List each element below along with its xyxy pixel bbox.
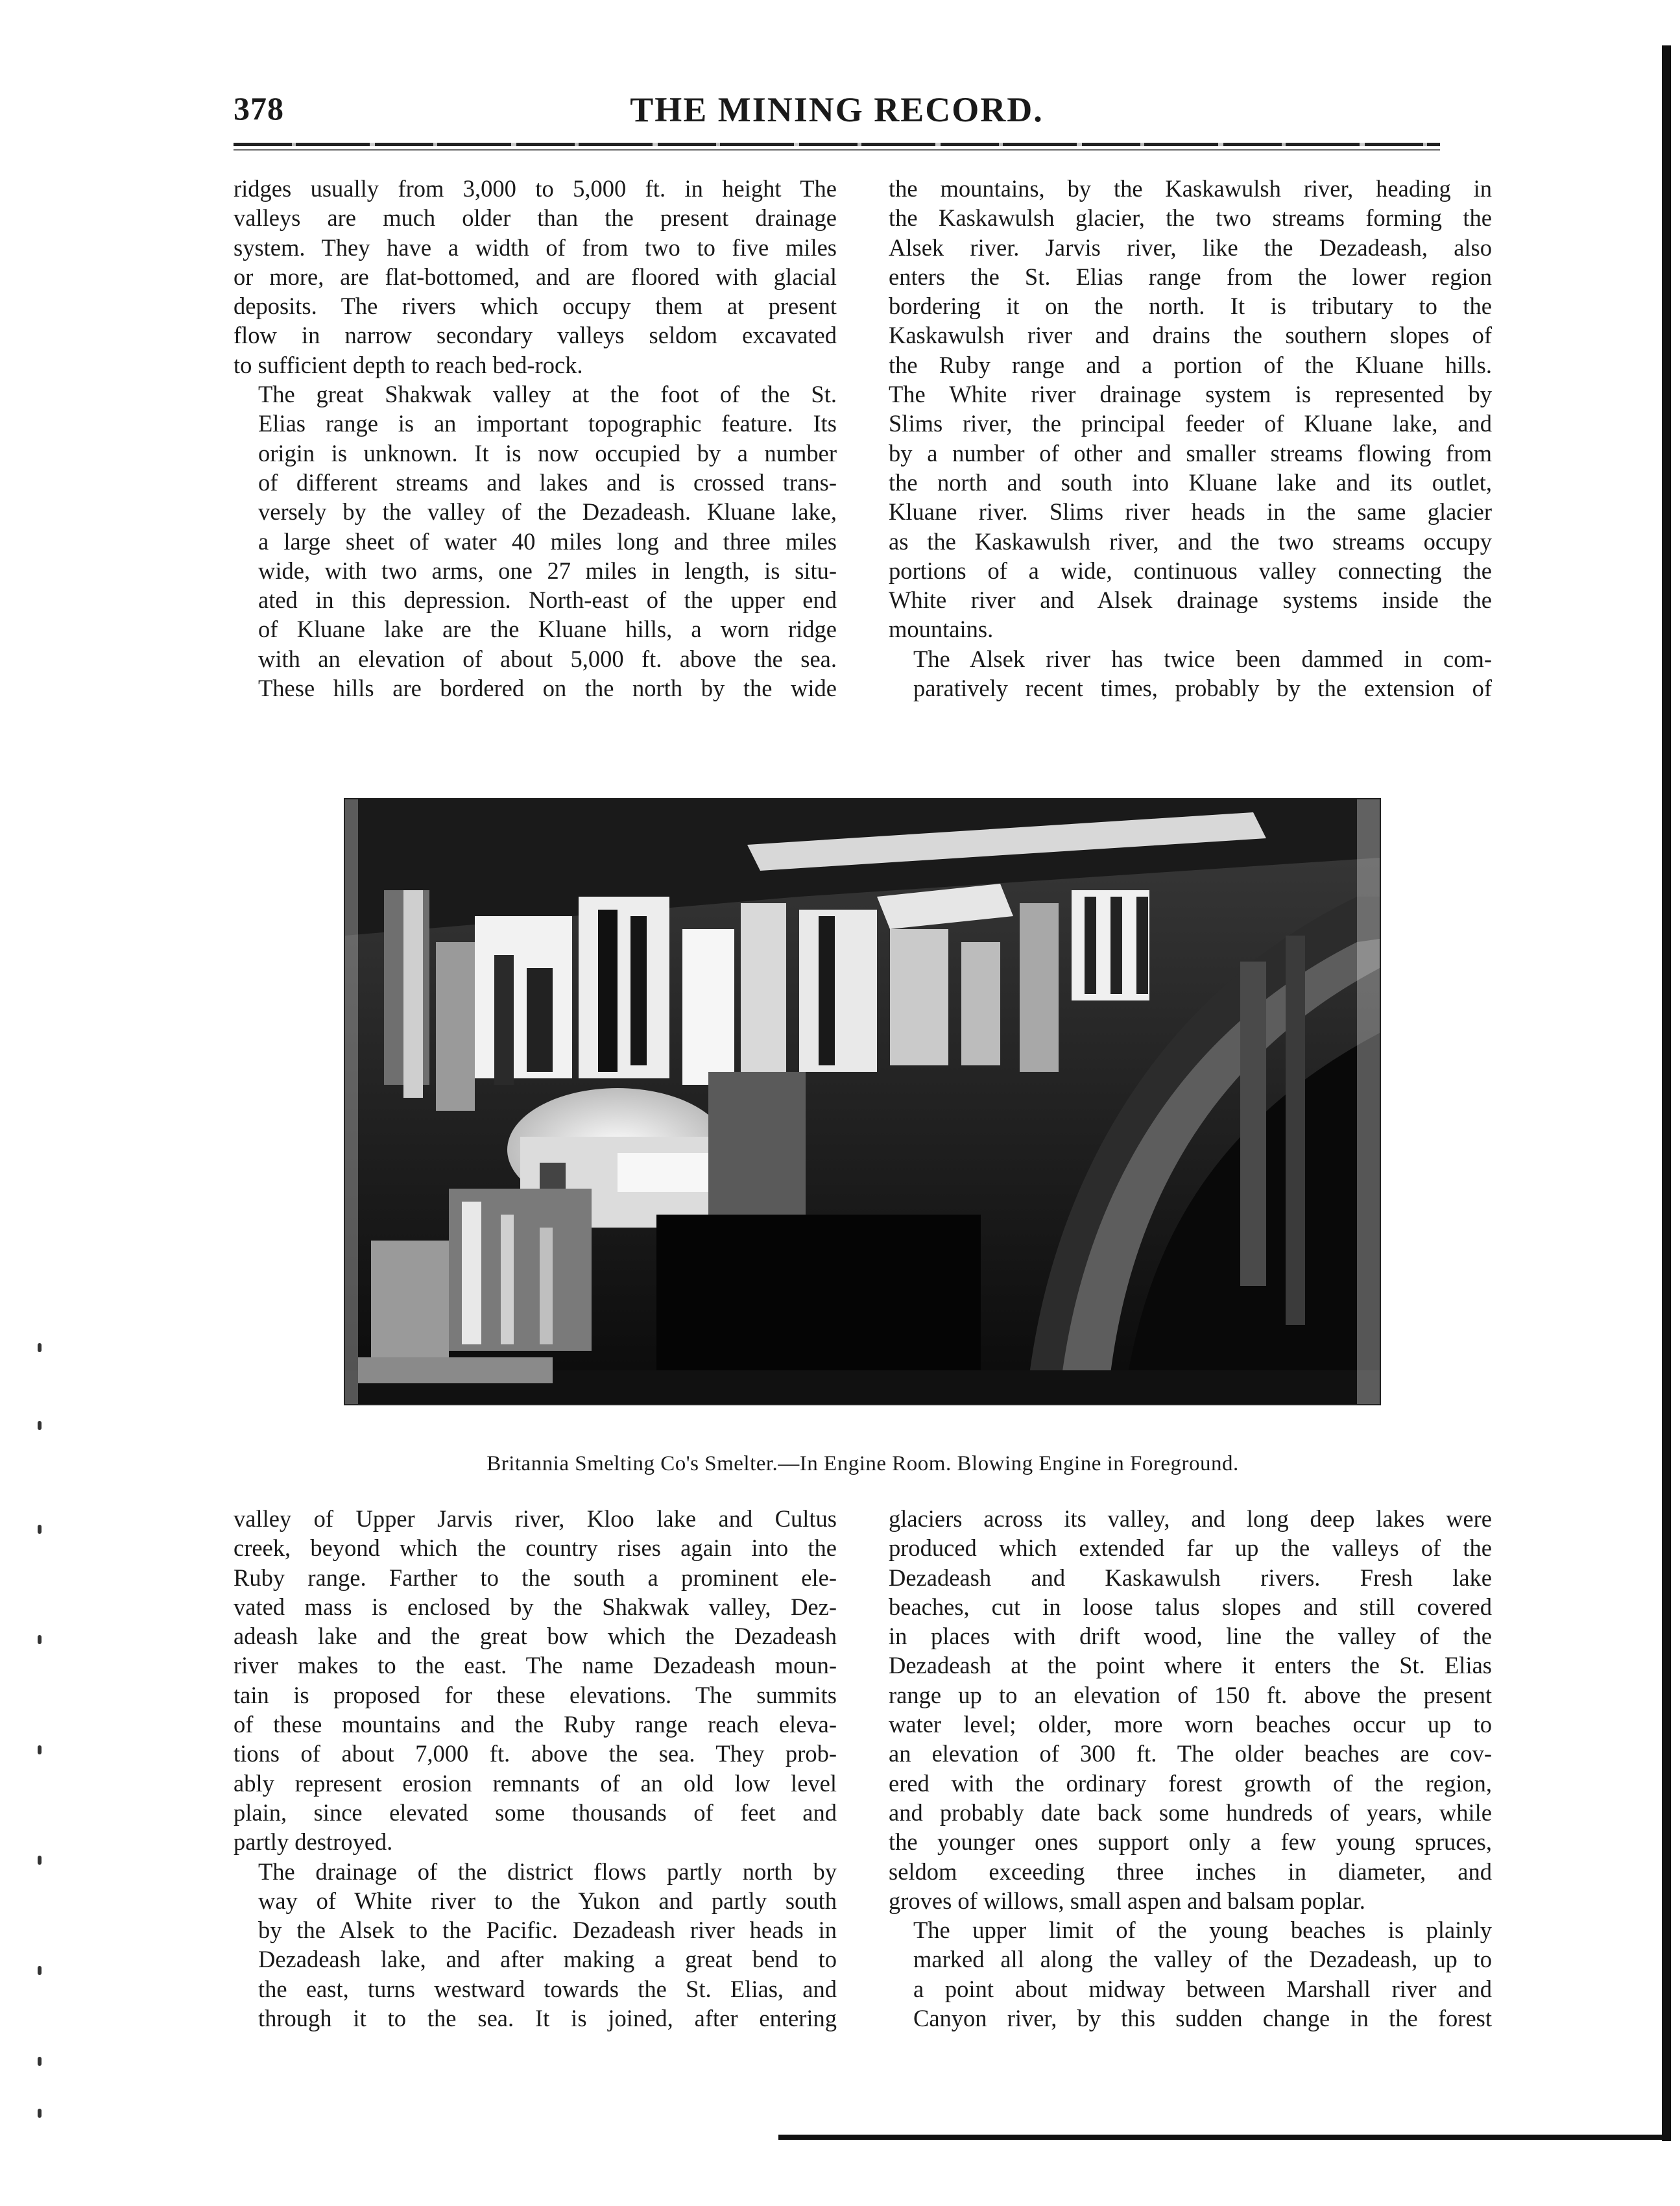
text-line: White river and Alsek drainage systems inside the — [889, 587, 1492, 614]
text-line: or more, are flat-bottomed, and are floored with glacial — [234, 263, 837, 290]
text-line: to sufficient depth to reach bed-rock. — [234, 351, 583, 378]
text-line: partly destroyed. — [234, 1828, 393, 1856]
text-line: tions of about 7,000 ft. above the sea. They prob- — [234, 1740, 837, 1767]
text-line: Canyon river, by this sudden change in the forest — [913, 2005, 1492, 2032]
text-line: by the Alsek to the Pacific. Dezadeash river heads in — [258, 1917, 837, 1944]
text-line: marked all along the valley of the Dezadeash, up to — [913, 1946, 1492, 1973]
text-line: as the Kaskawulsh river, and the two streams occupy — [889, 527, 1492, 555]
text-line: bordering it on the north. It is tributary to the — [889, 293, 1492, 320]
text-line: Ruby range. Farther to the south a prominent ele- — [234, 1564, 837, 1591]
paragraph — [234, 1504, 837, 1857]
text-line: ridges usually from 3,000 to 5,000 ft. in height The — [234, 175, 837, 202]
text-line: of different streams and lakes and is crossed trans- — [258, 468, 837, 496]
text-line: flow in narrow secondary valleys seldom excavated — [234, 322, 837, 349]
figure-caption: Britannia Smelting Co's Smelter.—In Engine Room. Blowing Engine in Foreground. — [486, 1452, 1239, 1475]
text-line: Dezadeash at the point where it enters the St. Elias — [889, 1652, 1492, 1679]
paragraph — [889, 1915, 1492, 2033]
text-line: The Alsek river has twice been dammed in com- — [913, 645, 1492, 672]
text-line: Slims river, the principal feeder of Kluane lake, and — [889, 410, 1492, 437]
text-line: paratively recent times, probably by the extension of — [913, 675, 1492, 702]
text-column-bottom-right — [889, 1504, 1492, 2033]
text-line: Elias range is an important topographic feature. Its — [258, 410, 837, 437]
text-line: Dezadeash and Kaskawulsh rivers. Fresh lake — [889, 1564, 1492, 1591]
text-line: creek, beyond which the country rises again into the — [234, 1534, 837, 1562]
paragraph — [234, 380, 837, 703]
page-bottom-shadow — [778, 2135, 1671, 2140]
text-line: ably represent erosion remnants of an old low level — [234, 1769, 837, 1797]
paragraph — [889, 644, 1492, 703]
text-line: The great Shakwak valley at the foot of the St. — [258, 381, 837, 408]
text-line: the north and south into Kluane lake and its outlet, — [889, 468, 1492, 496]
text-line: Alsek river. Jarvis river, like the Dezadeash, also — [889, 234, 1492, 261]
header-rule — [234, 143, 1440, 146]
text-line: water level; older, more worn beaches occur up to — [889, 1711, 1492, 1738]
text-column-top-left — [234, 174, 837, 703]
text-line: of these mountains and the Ruby range reach eleva- — [234, 1711, 837, 1738]
text-line: Kluane river. Slims river heads in the same glacier — [889, 498, 1492, 526]
scan-margin-marks — [38, 1330, 47, 2206]
text-line: by a number of other and smaller streams flowing from — [889, 439, 1492, 467]
text-line: versely by the valley of the Dezadeash. Kluane lake, — [258, 498, 837, 526]
text-line: mountains. — [889, 616, 994, 643]
text-line: vated mass is enclosed by the Shakwak valley, Dez- — [234, 1593, 837, 1620]
text-line: groves of willows, small aspen and balsam poplar. — [889, 1887, 1365, 1914]
text-column-bottom-left — [234, 1504, 837, 2033]
running-title: THE MINING RECORD. — [630, 90, 1044, 129]
text-line: in places with drift wood, line the valley of the — [889, 1623, 1492, 1650]
text-line: valleys are much older than the present drainage — [234, 204, 837, 232]
text-line: through it to the sea. It is joined, after entering — [258, 2005, 837, 2032]
text-line: origin is unknown. It is now occupied by a number — [258, 439, 837, 467]
text-line: The White river drainage system is represented by — [889, 381, 1492, 408]
text-line: plain, since elevated some thousands of feet and — [234, 1799, 837, 1826]
text-line: enters the St. Elias range from the lower region — [889, 263, 1492, 290]
text-line: deposits. The rivers which occupy them at present — [234, 293, 837, 320]
text-line: adeash lake and the great bow which the Dezadeash — [234, 1623, 837, 1650]
paragraph — [889, 174, 1492, 644]
text-line: a large sheet of water 40 miles long and three miles — [258, 527, 837, 555]
text-line: wide, with two arms, one 27 miles in length, is situ- — [258, 557, 837, 584]
text-line: system. They have a width of from two to five miles — [234, 234, 837, 261]
engine-room-photograph — [344, 798, 1381, 1405]
text-line: ated in this depression. North-east of the upper end — [258, 587, 837, 614]
page-header — [234, 90, 1440, 161]
text-line: portions of a wide, continuous valley connecting the — [889, 557, 1492, 584]
text-line: of Kluane lake are the Kluane hills, a worn ridge — [258, 616, 837, 643]
text-line: The drainage of the district flows partly north by — [258, 1858, 837, 1885]
text-line: Dezadeash lake, and after making a great bend to — [258, 1946, 837, 1973]
text-line: river makes to the east. The name Dezadeash moun- — [234, 1652, 837, 1679]
text-line: valley of Upper Jarvis river, Kloo lake and Cultus — [234, 1505, 837, 1532]
text-line: way of White river to the Yukon and partly south — [258, 1887, 837, 1914]
text-line: produced which extended far up the valleys of the — [889, 1534, 1492, 1562]
paragraph — [889, 1504, 1492, 1915]
text-line: seldom exceeding three inches in diameter, and — [889, 1858, 1492, 1885]
header-rule-thin — [234, 149, 1440, 151]
text-line: glaciers across its valley, and long deep lakes were — [889, 1505, 1492, 1532]
photo-rendering — [345, 799, 1380, 1404]
text-line: beaches, cut in loose talus slopes and still covered — [889, 1593, 1492, 1620]
text-line: Kaskawulsh river and drains the southern slopes of — [889, 322, 1492, 349]
text-line: a point about midway between Marshall river and — [913, 1975, 1492, 2002]
text-line: and probably date back some hundreds of years, while — [889, 1799, 1492, 1826]
text-line: The upper limit of the young beaches is plainly — [913, 1917, 1492, 1944]
text-line: tain is proposed for these elevations. The summits — [234, 1681, 837, 1708]
text-line: ered with the ordinary forest growth of the region, — [889, 1769, 1492, 1797]
page-edge-shadow — [1662, 45, 1671, 2141]
text-line: These hills are bordered on the north by the wide — [258, 675, 837, 702]
paragraph — [234, 1857, 837, 2033]
text-line: range up to an elevation of 150 ft. above the present — [889, 1681, 1492, 1708]
text-line: the east, turns westward towards the St. Elias, and — [258, 1975, 837, 2002]
text-line: the mountains, by the Kaskawulsh river, heading in — [889, 175, 1492, 202]
text-line: the Ruby range and a portion of the Kluane hills. — [889, 351, 1492, 378]
page-number: 378 — [234, 90, 284, 127]
text-line: the younger ones support only a few young spruces, — [889, 1828, 1492, 1856]
paragraph — [234, 174, 837, 380]
text-line: an elevation of 300 ft. The older beaches are cov- — [889, 1740, 1492, 1767]
text-column-top-right — [889, 174, 1492, 703]
text-line: with an elevation of about 5,000 ft. above the sea. — [258, 645, 837, 672]
text-line: the Kaskawulsh glacier, the two streams forming the — [889, 204, 1492, 232]
